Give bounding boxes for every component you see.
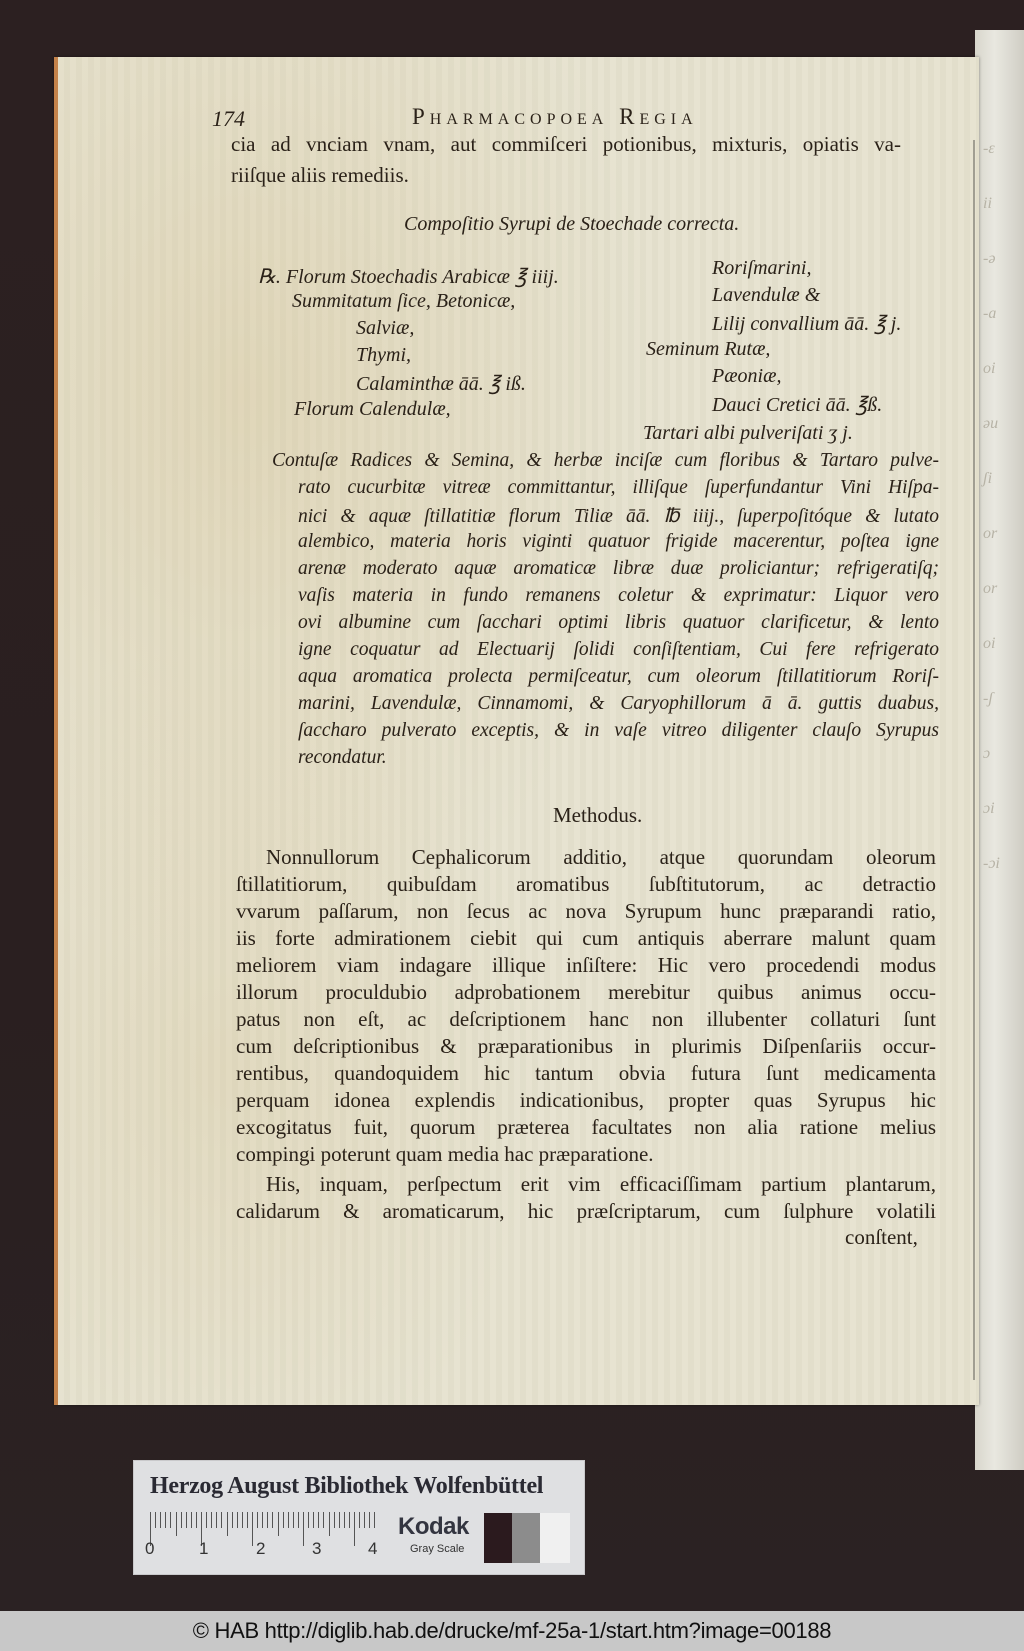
text-line: compingi poterunt quam media hac præparatione. bbox=[236, 1142, 654, 1166]
ruler-tick bbox=[303, 1512, 304, 1546]
ruler-tick bbox=[206, 1512, 207, 1528]
ruler-tick bbox=[318, 1512, 319, 1528]
ingredient: Lavendulæ & bbox=[712, 284, 821, 306]
ingredient: Summitatum ſice, Betonicæ, bbox=[292, 290, 516, 312]
ingredient: Tartari albi pulveriſati ʒ j. bbox=[643, 422, 853, 444]
text-line: riiſque aliis remediis. bbox=[231, 163, 409, 187]
page-gutter bbox=[973, 140, 975, 1380]
text-line: nici & aquæ ſtillatitiæ florum Tiliæ āā. ℔ iiij., ſuperpoſitóque & lutato bbox=[298, 506, 939, 527]
ruler-tick bbox=[349, 1512, 350, 1528]
facing-page-fragment: or bbox=[983, 580, 998, 597]
facing-page-edge bbox=[975, 30, 1024, 1470]
text-line: rentibus, quandoquidem hic tantum obvia futura ſunt medicamenta bbox=[236, 1061, 936, 1085]
ruler-tick bbox=[283, 1512, 284, 1528]
ruler-tick bbox=[221, 1512, 222, 1528]
ingredient: Roriſmarini, bbox=[712, 257, 812, 279]
facing-page-fragment: əu bbox=[983, 415, 999, 432]
ruler-tick bbox=[196, 1512, 197, 1528]
facing-page-fragment: ɔ bbox=[983, 745, 991, 762]
ruler-tick bbox=[329, 1512, 330, 1536]
ingredient: Seminum Rutæ, bbox=[646, 338, 771, 360]
ruler-tick bbox=[165, 1512, 166, 1528]
ruler-tick bbox=[364, 1512, 365, 1528]
facing-page-fragment: oi bbox=[983, 360, 996, 377]
ruler-tick bbox=[237, 1512, 238, 1528]
facing-page-fragment: ʃi bbox=[983, 470, 993, 487]
text-line: meliorem viam indagare illique inſiſtere: Hic vero procedendi modus bbox=[236, 953, 936, 977]
ingredient: ℞. Florum Stoechadis Arabicæ ℥ iiij. bbox=[258, 266, 559, 288]
text-line: illorum proculdubio adprobationem merebitur quibus animus occu- bbox=[236, 980, 936, 1004]
text-line: iis forte admirationem ciebit qui cum antiquis aberrare malunt quam bbox=[236, 926, 936, 950]
ruler-tick bbox=[181, 1512, 182, 1528]
ruler-tick bbox=[186, 1512, 187, 1528]
text-line: igne coquatur ad Electuarij ſolidi conſiſtentiam, Cui fere refrigerato bbox=[298, 639, 939, 660]
ruler-tick bbox=[242, 1512, 243, 1528]
text-line: vaſis materia in fundo remanens coletur & exprimatur: Liquor vero bbox=[298, 585, 939, 606]
text-line: cum deſcriptionibus & præparationibus in plurimis Diſpenſariis occur- bbox=[236, 1034, 936, 1058]
ingredient: Salviæ, bbox=[356, 317, 415, 339]
facing-page-fragment: oi bbox=[983, 635, 996, 652]
ingredient: Pæoniæ, bbox=[712, 365, 782, 387]
ruler-tick bbox=[288, 1512, 289, 1528]
text-line: patus non eſt, ac deſcriptionem hanc non illubenter collaturi ſunt bbox=[236, 1007, 936, 1031]
ruler-tick bbox=[334, 1512, 335, 1528]
facing-page-fragment: ɔi bbox=[983, 800, 995, 817]
ruler-number: 2 bbox=[256, 1539, 266, 1558]
ruler-tick bbox=[262, 1512, 263, 1528]
text-line: cia ad vnciam vnam, aut commiſceri potionibus, mixturis, opiatis va- bbox=[231, 132, 901, 156]
ruler-tick bbox=[160, 1512, 161, 1528]
text-line: ovi albumine cum ſacchari optimi libris quatuor clarificetur, & lento bbox=[298, 612, 939, 633]
ruler-tick bbox=[298, 1512, 299, 1528]
ruler-tick bbox=[227, 1512, 228, 1536]
ruler-tick bbox=[155, 1512, 156, 1528]
text-line: rato cucurbitæ vitreæ committantur, illiſque ſuperfundantur Vini Hiſpa- bbox=[298, 477, 939, 498]
text-line: Contuſæ Radices & Semina, & herbæ inciſæ cum floribus & Tartaro pulve- bbox=[272, 450, 939, 471]
gray-swatch-light bbox=[540, 1513, 570, 1563]
ingredient: Thymi, bbox=[356, 344, 411, 366]
kodak-logo: Kodak bbox=[398, 1513, 469, 1540]
facing-page-fragment: -ə bbox=[983, 250, 996, 267]
ruler-tick bbox=[191, 1512, 192, 1528]
ruler-tick bbox=[232, 1512, 233, 1528]
ruler-tick bbox=[257, 1512, 258, 1528]
ruler-tick bbox=[272, 1512, 273, 1528]
text-line: marini, Lavendulæ, Cinnamomi, & Caryophillorum ā ā. guttis duabus, bbox=[298, 693, 939, 714]
gray-scale-label: Gray Scale bbox=[410, 1543, 465, 1555]
text-line: recondatur. bbox=[298, 747, 387, 768]
section-title: Methodus. bbox=[553, 803, 643, 827]
text-line: excogitatus fuit, quorum præterea facultates non alia ratione melius bbox=[236, 1115, 936, 1139]
catchword: conſtent, bbox=[845, 1225, 918, 1249]
gray-swatch-mid bbox=[512, 1513, 540, 1563]
text-line: perquam idonea explendis indicationibus, propter quas Syrupus hic bbox=[236, 1088, 936, 1112]
ruler-tick bbox=[293, 1512, 294, 1528]
ingredient: Lilij convallium āā. ℥ j. bbox=[712, 313, 902, 335]
ingredient: Florum Calendulæ, bbox=[294, 398, 451, 420]
ingredient: Calaminthæ āā. ℥ iß. bbox=[356, 373, 526, 395]
ruler-tick bbox=[267, 1512, 268, 1528]
ingredient: Dauci Cretici āā. ℥ß. bbox=[712, 394, 883, 416]
ruler-tick bbox=[339, 1512, 340, 1528]
institution-name: Herzog August Bibliothek Wolfenbüttel bbox=[150, 1473, 544, 1499]
page-number: 174 bbox=[212, 106, 245, 131]
ruler-number: 0 bbox=[145, 1539, 155, 1558]
facing-page-fragment: -ʃ bbox=[983, 690, 993, 707]
ruler-number: 4 bbox=[368, 1539, 378, 1558]
text-line: ſaccharo pulverato exceptis, & in vaſe vitreo diligenter clauſo Syrupus bbox=[298, 720, 939, 741]
ruler-tick bbox=[211, 1512, 212, 1528]
running-head bbox=[212, 104, 902, 134]
ruler-tick bbox=[323, 1512, 324, 1528]
ruler-tick bbox=[216, 1512, 217, 1528]
facing-page-fragment: or bbox=[983, 525, 998, 542]
facing-page-fragment: -ε bbox=[983, 140, 995, 157]
ruler-tick bbox=[170, 1512, 171, 1528]
running-title: Pharmacopoea Regia bbox=[412, 104, 698, 129]
text-line: aqua aromatica prolecta permiſceatur, cum oleorum ſtillatitiorum Roriſ- bbox=[298, 666, 939, 687]
gray-swatch-dark bbox=[484, 1513, 512, 1563]
ruler-tick bbox=[344, 1512, 345, 1528]
text-line: arenæ moderato aquæ aromaticæ libræ duæ proliciantur; refrigeratiſq; bbox=[298, 558, 939, 579]
facing-page-fragment: ii bbox=[983, 195, 992, 212]
recipe-title: Compoſitio Syrupi de Stoechade correcta. bbox=[404, 213, 740, 235]
ruler-number: 1 bbox=[199, 1539, 209, 1558]
ruler-tick bbox=[252, 1512, 253, 1546]
color-reference-card bbox=[133, 1460, 585, 1575]
ruler-tick bbox=[176, 1512, 177, 1536]
ruler-tick bbox=[278, 1512, 279, 1536]
ruler-tick bbox=[313, 1512, 314, 1528]
copyright-footer: © HAB http://diglib.hab.de/drucke/mf-25a-1/start.htm?image=00188 bbox=[0, 1611, 1024, 1651]
ruler-tick bbox=[354, 1512, 355, 1546]
text-line: ſtillatitiorum, quibuſdam aromatibus ſubſtitutorum, ac detractio bbox=[236, 872, 936, 896]
text-line: vvarum paſſarum, non ſecus ac nova Syrupum hunc præparandi ratio, bbox=[236, 899, 936, 923]
text-line: Nonnullorum Cephalicorum additio, atque quorundam oleorum bbox=[266, 845, 936, 869]
ruler-tick bbox=[308, 1512, 309, 1528]
facing-page-fragment: -a bbox=[983, 305, 997, 322]
text-line: alembico, materia horis viginti quatuor frigide macerentur, poſtea igne bbox=[298, 531, 939, 552]
ruler-tick bbox=[374, 1512, 375, 1528]
text-line: calidarum & aromaticarum, hic præſcriptarum, cum ſulphure volatili bbox=[236, 1199, 936, 1223]
ruler-tick bbox=[369, 1512, 370, 1528]
text-line: His, inquam, perſpectum erit vim efficaciſſimam partium plantarum, bbox=[266, 1172, 936, 1196]
ruler-tick bbox=[359, 1512, 360, 1528]
ruler-tick bbox=[247, 1512, 248, 1528]
ruler-number: 3 bbox=[312, 1539, 322, 1558]
facing-page-fragment: -ɔi bbox=[983, 855, 1000, 872]
